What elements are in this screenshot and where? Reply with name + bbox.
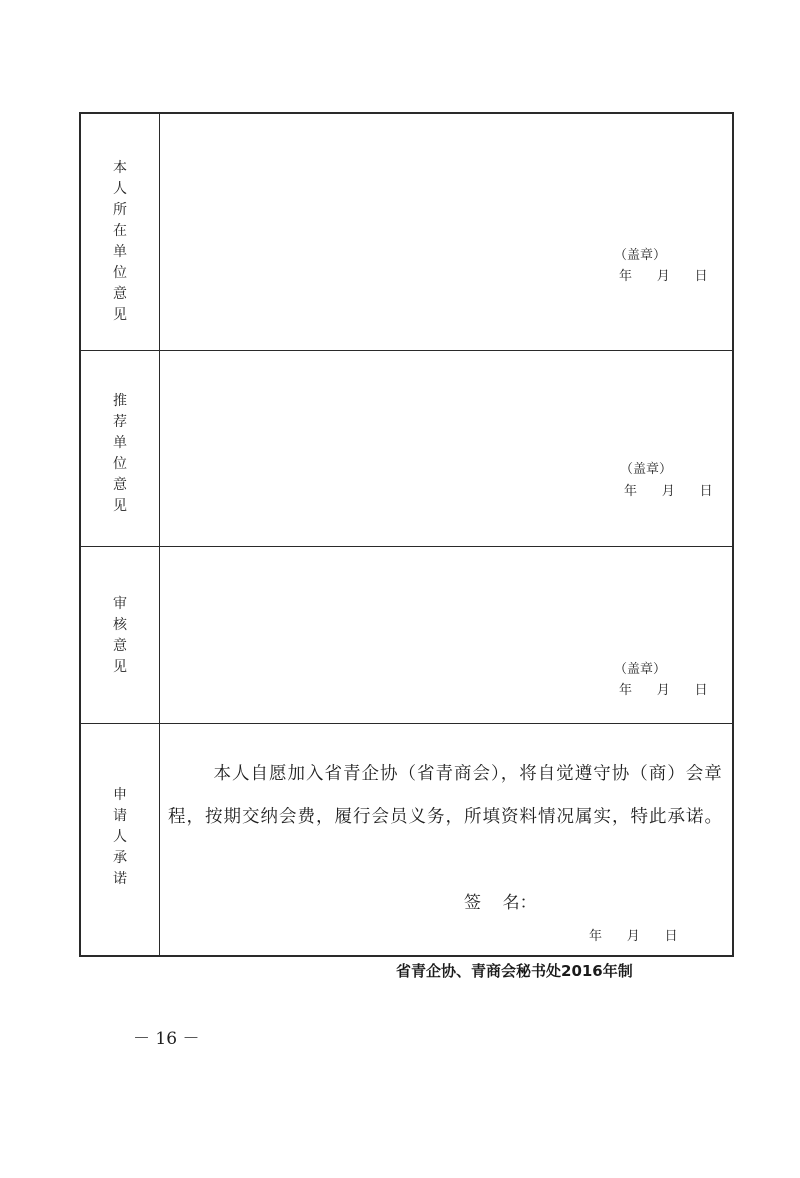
section-label-applicant-pledge: 申 请 人 承 诺 — [113, 787, 127, 887]
page-number: － 16 － — [133, 1029, 200, 1049]
seal-note: （盖章） — [614, 662, 667, 677]
date-line: 年 月 日 — [619, 683, 708, 698]
section-employer-opinion — [81, 114, 732, 351]
section-label-cell — [81, 547, 160, 723]
section-label-review-opinion: 审 核 意 见 — [113, 596, 127, 675]
seal-note: （盖章） — [614, 248, 667, 263]
section-label-employer-opinion: 本 人 所 在 单 位 意 见 — [113, 160, 127, 323]
section-review-opinion — [81, 547, 732, 724]
pledge-text: 本人自愿加入省青企协（省青商会），将自觉遵守协（商）会章程，按期交纳会费，履行会员义务，所填资料情况属实，特此承诺。 — [168, 764, 723, 827]
application-form-table — [79, 112, 734, 957]
signature-label: 签 名： — [464, 893, 537, 913]
date-line: 年 月 日 — [624, 484, 713, 499]
section-label-recommender-opinion: 推 荐 单 位 意 见 — [113, 393, 127, 514]
seal-note: （盖章） — [620, 462, 673, 477]
section-label-cell — [81, 724, 160, 955]
date-line: 年 月 日 — [589, 929, 678, 944]
section-label-cell — [81, 114, 160, 350]
date-line: 年 月 日 — [619, 269, 708, 284]
section-label-cell — [81, 351, 160, 546]
footer-credit: 省青企协、青商会秘书处2016年制 — [396, 962, 633, 980]
section-applicant-pledge — [81, 724, 732, 955]
section-recommender-opinion — [81, 351, 732, 547]
